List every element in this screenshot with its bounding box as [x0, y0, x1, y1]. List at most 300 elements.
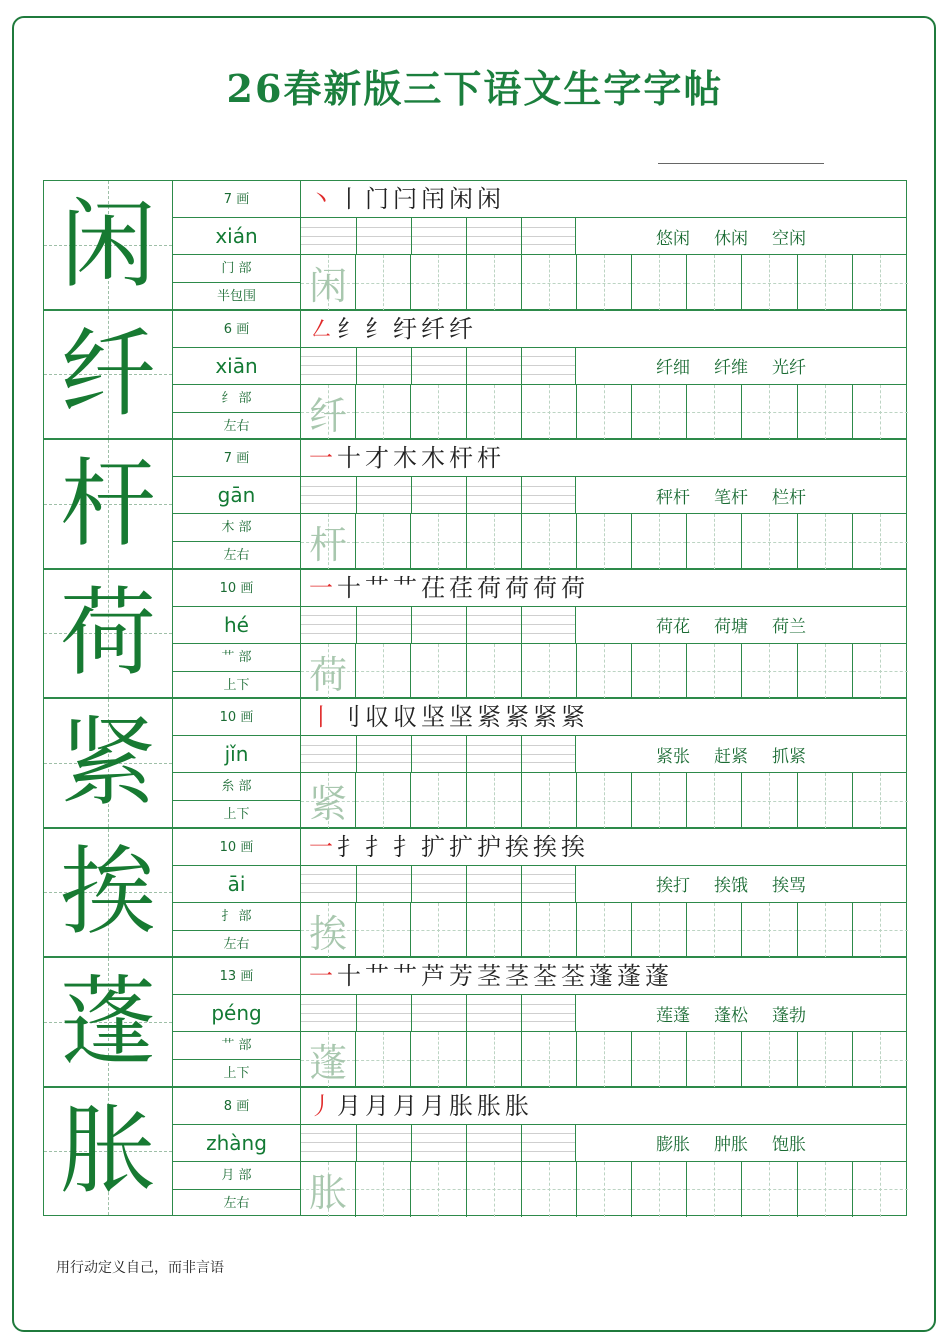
practice-cell[interactable]	[301, 903, 356, 959]
practice-area	[300, 569, 907, 699]
example-word: 栏杆	[772, 487, 806, 508]
practice-cells	[301, 1162, 906, 1218]
stroke-step: 扌	[393, 832, 421, 861]
pinyin-and-words	[301, 348, 906, 385]
radical: 艹 部	[173, 644, 300, 672]
stroke-count: 7 画	[173, 440, 300, 477]
practice-cell[interactable]	[577, 773, 632, 829]
practice-cell[interactable]	[798, 644, 853, 700]
character-row	[43, 1087, 907, 1217]
stroke-step: 扌	[337, 832, 365, 861]
pinyin-and-words	[301, 736, 906, 773]
trace-character: 挨	[309, 911, 348, 956]
example-word: 抓紧	[772, 746, 806, 767]
practice-cell[interactable]	[467, 1032, 522, 1088]
pinyin-practice-lines[interactable]	[301, 736, 576, 772]
stroke-step: 门	[365, 185, 393, 213]
structure: 上下	[223, 677, 250, 693]
practice-cell[interactable]	[853, 644, 908, 700]
pinyin-practice-lines[interactable]	[301, 866, 576, 902]
character-info	[173, 569, 300, 699]
stroke-step: 丿	[309, 1091, 337, 1120]
name-underline	[658, 163, 824, 164]
practice-cell[interactable]	[577, 1162, 632, 1218]
stroke-order	[301, 570, 906, 607]
practice-cell[interactable]	[742, 255, 797, 311]
practice-cell[interactable]	[522, 1162, 577, 1218]
stroke-count: 10 画	[173, 570, 300, 607]
pinyin-and-words	[301, 1125, 906, 1162]
stroke-step: 収	[365, 703, 393, 731]
practice-cell[interactable]	[522, 514, 577, 570]
character-row	[43, 310, 907, 440]
practice-cell[interactable]	[301, 1032, 356, 1088]
example-words	[576, 995, 906, 1031]
example-words	[576, 218, 906, 254]
stroke-step: 十	[337, 573, 365, 602]
practice-cell[interactable]	[356, 1032, 411, 1088]
practice-cell[interactable]	[632, 644, 687, 700]
practice-cell[interactable]	[742, 644, 797, 700]
trace-character: 闲	[309, 264, 348, 309]
pinyin-and-words	[301, 866, 906, 903]
practice-cell[interactable]	[411, 773, 466, 829]
practice-cell[interactable]	[798, 903, 853, 959]
example-word: 蓬松	[714, 1005, 748, 1026]
stroke-order	[301, 699, 906, 736]
character-row	[43, 439, 907, 569]
stroke-step: 紧	[505, 703, 533, 731]
practice-cells	[301, 1032, 906, 1088]
practice-cell[interactable]	[411, 255, 466, 311]
stroke-count: 10 画	[173, 699, 300, 736]
main-character: 荷	[60, 577, 156, 690]
example-word: 挨骂	[772, 876, 806, 896]
character-info	[173, 439, 300, 569]
main-character-box	[43, 1087, 173, 1217]
pinyin-practice-lines[interactable]	[301, 218, 576, 254]
stroke-step: 蓬	[617, 962, 645, 990]
practice-area	[300, 957, 907, 1087]
practice-cell[interactable]	[798, 255, 853, 311]
character-row	[43, 828, 907, 958]
pinyin-practice-lines[interactable]	[301, 1125, 576, 1161]
practice-cells	[301, 903, 906, 959]
practice-cell[interactable]	[467, 385, 522, 441]
practice-cells	[301, 385, 906, 441]
stroke-step: 紧	[477, 703, 505, 731]
stroke-step: 护	[477, 832, 505, 861]
practice-cell[interactable]	[411, 514, 466, 570]
main-character: 紧	[60, 706, 156, 819]
trace-character: 荷	[309, 652, 348, 697]
practice-cell[interactable]	[577, 385, 632, 441]
stroke-count: 7 画	[173, 181, 300, 218]
pinyin: hé	[173, 607, 300, 644]
example-word: 赶紧	[714, 746, 748, 767]
stroke-step: 纤	[421, 314, 449, 343]
character-info	[173, 310, 300, 440]
practice-cell[interactable]	[301, 773, 356, 829]
trace-character: 胀	[309, 1170, 348, 1215]
practice-cell[interactable]	[522, 644, 577, 700]
practice-cell[interactable]	[853, 514, 908, 570]
character-info	[173, 957, 300, 1087]
radical: 门 部	[173, 255, 300, 283]
practice-cell[interactable]	[853, 773, 908, 829]
stroke-step: 扌	[365, 832, 393, 861]
pinyin-and-words	[301, 995, 906, 1032]
example-word: 纤维	[714, 358, 748, 378]
radical: 糸 部	[173, 773, 300, 801]
structure: 上下	[223, 1066, 250, 1081]
stroke-step: 坚	[421, 703, 449, 731]
example-word: 饱胀	[772, 1135, 806, 1155]
practice-cell[interactable]	[467, 773, 522, 829]
main-character: 杆	[60, 447, 156, 560]
practice-cell[interactable]	[798, 1032, 853, 1088]
main-character-box	[43, 698, 173, 828]
stroke-order	[301, 958, 906, 995]
practice-cell[interactable]	[301, 514, 356, 570]
stroke-step: 荏	[449, 573, 477, 602]
practice-cell[interactable]	[577, 644, 632, 700]
example-word: 悠闲	[656, 228, 690, 249]
practice-cell[interactable]	[632, 903, 687, 959]
practice-cell[interactable]	[356, 255, 411, 311]
stroke-step: 艹	[393, 962, 421, 990]
stroke-step: 纟	[365, 314, 393, 343]
example-word: 挨打	[656, 876, 690, 896]
stroke-step: 挨	[505, 832, 533, 861]
character-info	[173, 1087, 300, 1217]
practice-cell[interactable]	[742, 773, 797, 829]
practice-cell[interactable]	[411, 644, 466, 700]
stroke-step: 艹	[365, 962, 393, 990]
stroke-count: 8 画	[173, 1088, 300, 1125]
stroke-step: 茎	[505, 962, 533, 990]
stroke-step: 茌	[421, 573, 449, 602]
main-character-box	[43, 180, 173, 310]
practice-cell[interactable]	[577, 1032, 632, 1088]
example-word: 蓬勃	[772, 1005, 806, 1026]
practice-cell[interactable]	[522, 903, 577, 959]
stroke-step: 丨	[337, 185, 365, 213]
stroke-step: 荃	[561, 962, 589, 990]
stroke-step: 艹	[365, 573, 393, 602]
pinyin: āi	[173, 866, 300, 903]
structure: 左右	[223, 1195, 250, 1211]
stroke-step: 蓬	[589, 962, 617, 990]
practice-cell[interactable]	[522, 255, 577, 311]
stroke-step: 収	[393, 703, 421, 731]
main-character-box	[43, 957, 173, 1087]
practice-cell[interactable]	[687, 1162, 742, 1218]
practice-cell[interactable]	[742, 385, 797, 441]
stroke-step: 杆	[477, 444, 505, 472]
stroke-step: 荷	[477, 573, 505, 602]
stroke-count: 10 画	[173, 829, 300, 866]
pinyin-and-words	[301, 607, 906, 644]
practice-cell[interactable]	[301, 385, 356, 441]
trace-character: 杆	[309, 523, 348, 568]
stroke-step: 一	[309, 962, 337, 990]
stroke-step: 闩	[393, 185, 421, 213]
practice-area	[300, 1087, 907, 1217]
practice-cell[interactable]	[411, 1162, 466, 1218]
practice-cell[interactable]	[356, 903, 411, 959]
practice-cell[interactable]	[522, 773, 577, 829]
structure: 左右	[223, 418, 250, 434]
stroke-step: 十	[337, 444, 365, 472]
pinyin-practice-lines[interactable]	[301, 477, 576, 513]
main-character: 纤	[60, 318, 156, 431]
practice-cell[interactable]	[301, 644, 356, 700]
practice-cell[interactable]	[577, 903, 632, 959]
stroke-step: ㇜	[309, 314, 337, 343]
stroke-step: 闲	[449, 185, 477, 213]
practice-cell[interactable]	[467, 255, 522, 311]
character-row	[43, 569, 907, 699]
pinyin-practice-lines[interactable]	[301, 995, 576, 1031]
practice-area	[300, 180, 907, 310]
structure: 上下	[223, 807, 250, 822]
stroke-step: 刂	[337, 703, 365, 731]
example-word: 膨胀	[656, 1135, 690, 1155]
practice-cell[interactable]	[356, 1162, 411, 1218]
practice-cell[interactable]	[742, 903, 797, 959]
practice-cell[interactable]	[687, 514, 742, 570]
practice-cell[interactable]	[853, 903, 908, 959]
example-words	[576, 866, 906, 902]
example-word: 休闲	[714, 228, 748, 249]
example-word: 肿胀	[714, 1135, 748, 1155]
example-word: 秤杆	[656, 487, 690, 508]
practice-cells	[301, 773, 906, 829]
practice-cells	[301, 255, 906, 311]
character-info	[173, 698, 300, 828]
example-words	[576, 348, 906, 384]
practice-cell[interactable]	[798, 385, 853, 441]
stroke-step: 坚	[449, 703, 477, 731]
practice-cell[interactable]	[411, 903, 466, 959]
structure: 左右	[223, 936, 250, 952]
practice-cell[interactable]	[853, 385, 908, 441]
practice-cell[interactable]	[632, 514, 687, 570]
stroke-order	[301, 1088, 906, 1125]
stroke-step: 丶	[309, 185, 337, 213]
stroke-step: 木	[421, 444, 449, 472]
practice-cell[interactable]	[798, 1162, 853, 1218]
practice-cells	[301, 514, 906, 570]
practice-cell[interactable]	[356, 514, 411, 570]
example-word: 笔杆	[714, 487, 748, 508]
practice-cell[interactable]	[632, 773, 687, 829]
stroke-order	[301, 829, 906, 866]
pinyin: jǐn	[173, 736, 300, 773]
stroke-step: 扩	[421, 832, 449, 861]
example-word: 荷花	[656, 617, 690, 637]
stroke-step: 一	[309, 832, 337, 861]
stroke-count: 13 画	[173, 958, 300, 995]
stroke-step: 月	[337, 1091, 365, 1120]
character-info	[173, 180, 300, 310]
pinyin: xiān	[173, 348, 300, 385]
practice-cell[interactable]	[742, 1032, 797, 1088]
practice-cell[interactable]	[467, 903, 522, 959]
stroke-step: 一	[309, 444, 337, 472]
practice-cell[interactable]	[687, 1032, 742, 1088]
stroke-step: 十	[337, 962, 365, 990]
stroke-step: 闬	[421, 185, 449, 213]
practice-cell[interactable]	[853, 1032, 908, 1088]
stroke-step: 月	[421, 1091, 449, 1120]
stroke-step: 杆	[449, 444, 477, 472]
example-word: 荷兰	[772, 617, 806, 637]
example-words	[576, 736, 906, 772]
practice-cell[interactable]	[467, 514, 522, 570]
practice-cell[interactable]	[467, 1162, 522, 1218]
practice-cell[interactable]	[356, 773, 411, 829]
stroke-step: 纤	[449, 314, 477, 343]
practice-cell[interactable]	[577, 514, 632, 570]
practice-cell[interactable]	[632, 1162, 687, 1218]
stroke-step: 荷	[561, 573, 589, 602]
radical: 木 部	[173, 514, 300, 542]
main-character: 胀	[60, 1095, 156, 1208]
radical: 扌 部	[173, 903, 300, 931]
pinyin-practice-lines[interactable]	[301, 348, 576, 384]
practice-cell[interactable]	[742, 514, 797, 570]
stroke-step: 闲	[477, 185, 505, 213]
pinyin: péng	[173, 995, 300, 1032]
stroke-step: 才	[365, 444, 393, 472]
trace-character: 紧	[309, 782, 348, 827]
main-character: 蓬	[60, 965, 156, 1078]
stroke-step: 紧	[561, 703, 589, 731]
stroke-step: 胀	[477, 1091, 505, 1120]
main-character-box	[43, 439, 173, 569]
stroke-step: 紧	[533, 703, 561, 731]
practice-cell[interactable]	[356, 644, 411, 700]
stroke-step: 纟	[337, 314, 365, 343]
trace-character: 纤	[309, 393, 348, 438]
practice-cell[interactable]	[301, 255, 356, 311]
motto-text: 用行动定义自己，而非言语	[56, 1260, 224, 1276]
practice-cell[interactable]	[853, 1162, 908, 1218]
stroke-step: 月	[365, 1091, 393, 1120]
practice-area	[300, 698, 907, 828]
practice-cell[interactable]	[577, 255, 632, 311]
pinyin: gān	[173, 477, 300, 514]
example-word: 纤细	[656, 358, 690, 378]
stroke-step: 荷	[505, 573, 533, 602]
stroke-step: 扩	[449, 832, 477, 861]
stroke-step: 蓬	[645, 962, 673, 990]
practice-cell[interactable]	[411, 385, 466, 441]
practice-area	[300, 310, 907, 440]
practice-cells	[301, 644, 906, 700]
stroke-order	[301, 181, 906, 218]
practice-cell[interactable]	[798, 773, 853, 829]
stroke-step: 挨	[561, 832, 589, 861]
stroke-step: 纡	[393, 314, 421, 343]
main-character-box	[43, 828, 173, 958]
practice-cell[interactable]	[798, 514, 853, 570]
stroke-step: 挨	[533, 832, 561, 861]
practice-cell[interactable]	[632, 1032, 687, 1088]
radical: 艹 部	[173, 1032, 300, 1060]
structure: 半包围	[216, 289, 256, 304]
practice-cell[interactable]	[632, 255, 687, 311]
practice-cell[interactable]	[522, 1032, 577, 1088]
example-word: 紧张	[656, 746, 690, 767]
stroke-order	[301, 311, 906, 348]
stroke-step: 芳	[449, 962, 477, 990]
practice-cell[interactable]	[853, 255, 908, 311]
stroke-step: 荃	[533, 962, 561, 990]
stroke-step: 茎	[477, 962, 505, 990]
character-row	[43, 180, 907, 310]
page-title: 26春新版三下语文生字字帖	[226, 66, 724, 111]
practice-cell[interactable]	[632, 385, 687, 441]
example-words	[576, 1125, 906, 1161]
example-word: 挨饿	[714, 876, 748, 896]
practice-cell[interactable]	[687, 773, 742, 829]
stroke-step: 芦	[421, 962, 449, 990]
main-character: 闲	[60, 188, 156, 301]
practice-cell[interactable]	[522, 385, 577, 441]
stroke-step: 一	[309, 573, 337, 602]
practice-cell[interactable]	[687, 644, 742, 700]
pinyin-practice-lines[interactable]	[301, 607, 576, 643]
pinyin-and-words	[301, 477, 906, 514]
character-row	[43, 698, 907, 828]
practice-area	[300, 828, 907, 958]
example-word: 莲蓬	[656, 1005, 690, 1026]
practice-cell[interactable]	[301, 1162, 356, 1218]
pinyin-and-words	[301, 218, 906, 255]
practice-cell[interactable]	[742, 1162, 797, 1218]
stroke-step: 木	[393, 444, 421, 472]
main-character-box	[43, 310, 173, 440]
practice-cell[interactable]	[687, 385, 742, 441]
character-info	[173, 828, 300, 958]
stroke-step: 胀	[449, 1091, 477, 1120]
character-row	[43, 957, 907, 1087]
practice-cell[interactable]	[687, 255, 742, 311]
example-word: 荷塘	[714, 617, 748, 637]
practice-cell[interactable]	[687, 903, 742, 959]
example-word: 空闲	[772, 228, 806, 249]
main-character: 挨	[60, 836, 156, 949]
stroke-count: 6 画	[173, 311, 300, 348]
main-character-box	[43, 569, 173, 699]
copybook-grid	[43, 180, 907, 1216]
stroke-step: 荷	[533, 573, 561, 602]
pinyin: zhàng	[173, 1125, 300, 1162]
practice-cell[interactable]	[356, 385, 411, 441]
radical: 纟 部	[173, 385, 300, 413]
stroke-step: 丨	[309, 703, 337, 731]
practice-area	[300, 439, 907, 569]
stroke-step: 胀	[505, 1091, 533, 1120]
stroke-step: 艹	[393, 573, 421, 602]
example-words	[576, 607, 906, 643]
practice-cell[interactable]	[411, 1032, 466, 1088]
practice-cell[interactable]	[467, 644, 522, 700]
pinyin: xián	[173, 218, 300, 255]
